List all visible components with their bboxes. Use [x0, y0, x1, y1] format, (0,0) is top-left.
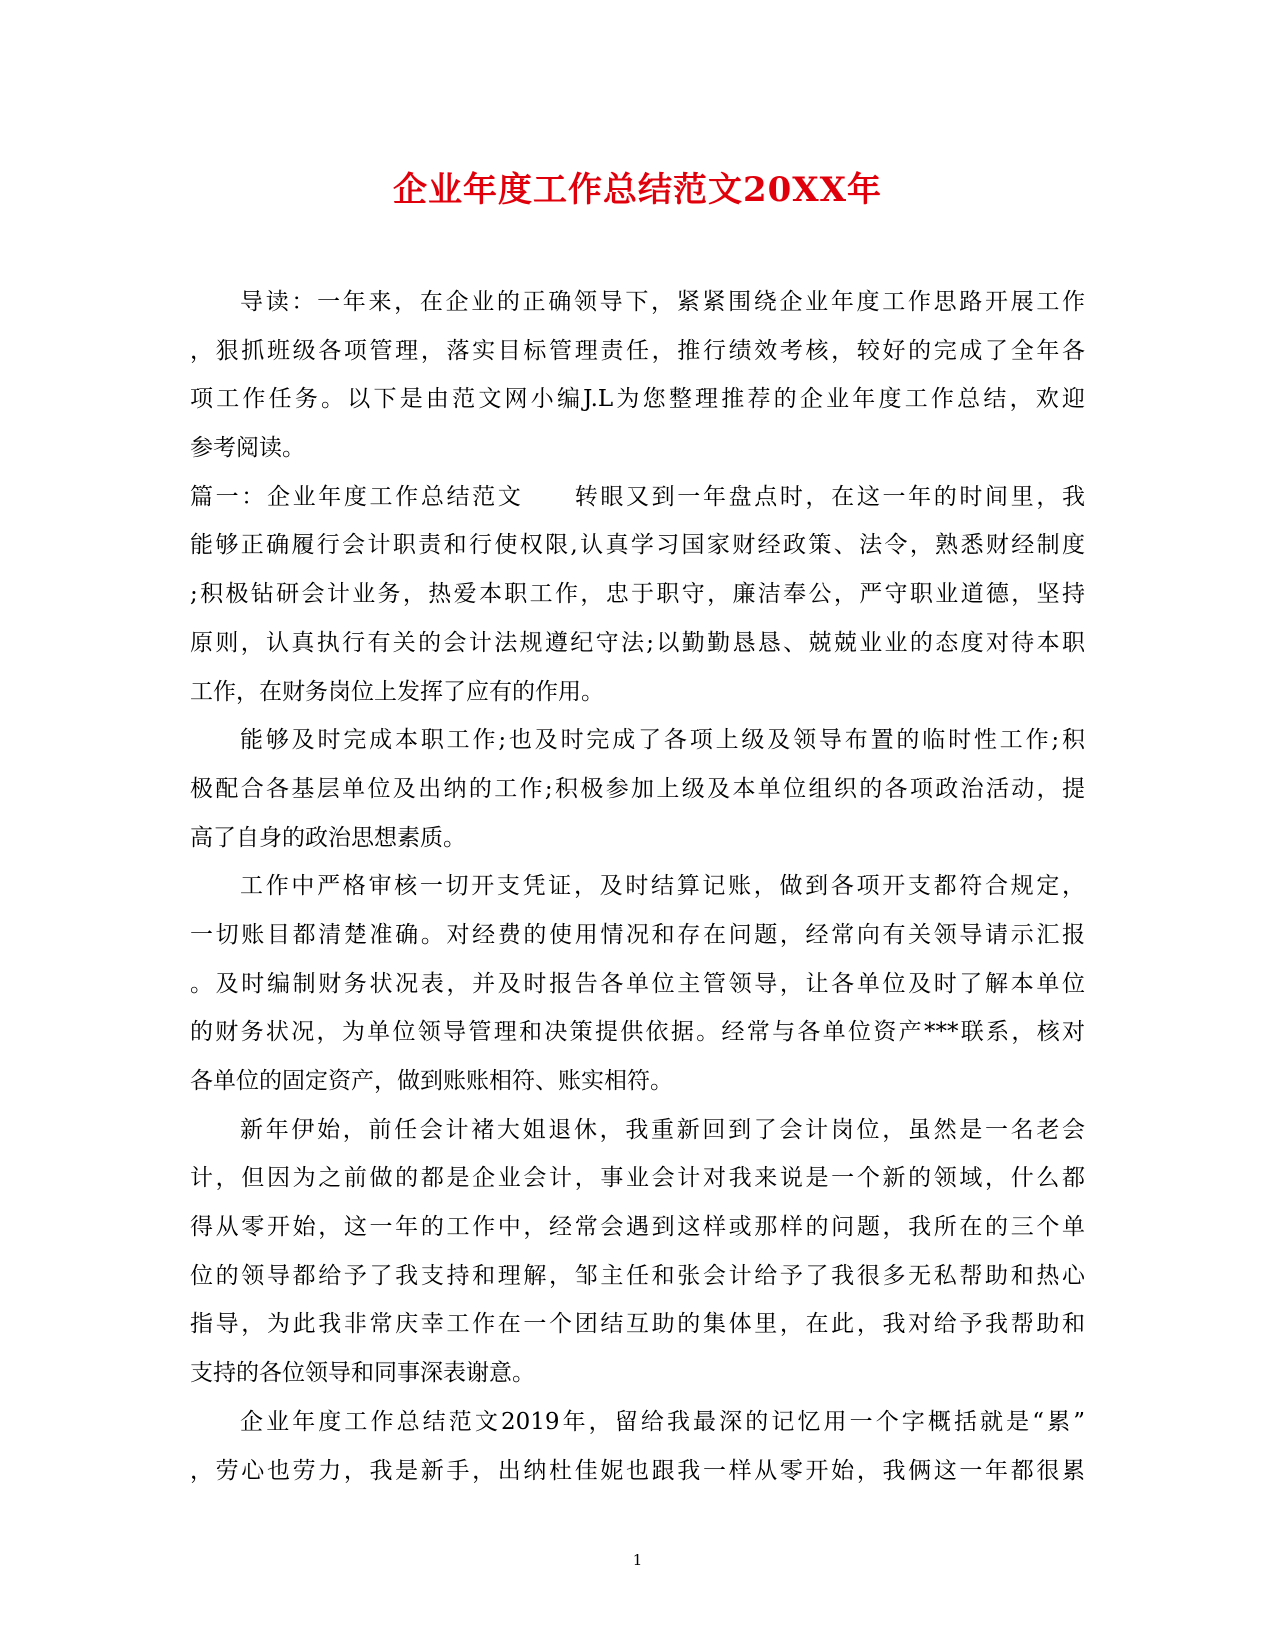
document-body — [190, 278, 1085, 1495]
text-line: 的财务状况，为单位领导管理和决策提供依据。经常与各单位资产***联系，核对 — [190, 1019, 1085, 1046]
text-line: ，劳心也劳力，我是新手，出纳杜佳妮也跟我一样从零开始，我俩这一年都很累 — [190, 1457, 1085, 1484]
text-line: ;积极钻研会计业务，热爱本职工作，忠于职守，廉洁奉公，严守职业道德，坚持 — [190, 581, 1085, 608]
text-line: 能够正确履行会计职责和行使权限,认真学习国家财经政策、法令，熟悉财经制度 — [190, 532, 1085, 559]
text-line: 极配合各基层单位及出纳的工作;积极参加上级及本单位组织的各项政治活动，提 — [190, 775, 1085, 802]
page-number: 1 — [632, 1551, 643, 1569]
text-line: 新年伊始，前任会计褚大姐退休，我重新回到了会计岗位，虽然是一名老会 — [240, 1116, 1085, 1143]
text-line: 。及时编制财务状况表，并及时报告各单位主管领导，让各单位及时了解本单位 — [190, 970, 1085, 997]
text-line: 工作中严格审核一切开支凭证，及时结算记账，做到各项开支都符合规定， — [240, 873, 1085, 900]
text-line: 参考阅读。 — [190, 435, 305, 462]
text-line: 工作，在财务岗位上发挥了应有的作用。 — [190, 678, 604, 705]
text-line: 得从零开始，这一年的工作中，经常会遇到这样或那样的问题，我所在的三个单 — [190, 1214, 1085, 1241]
text-line: 计，但因为之前做的都是企业会计，事业会计对我来说是一个新的领域，什么都 — [190, 1165, 1085, 1192]
text-line: 指导，为此我非常庆幸工作在一个团结互助的集体里，在此，我对给予我帮助和 — [190, 1311, 1085, 1338]
text-line: 高了自身的政治思想素质。 — [190, 824, 466, 851]
text-line: 能够及时完成本职工作;也及时完成了各项上级及领导布置的临时性工作;积 — [240, 727, 1085, 754]
text-line: 一切账目都清楚准确。对经费的使用情况和存在问题，经常向有关领导请示汇报 — [190, 921, 1085, 948]
text-line: 企业年度工作总结范文2019年，留给我最深的记忆用一个字概括就是“累” — [240, 1408, 1085, 1435]
text-line: 项工作任务。以下是由范文网小编J.L为您整理推荐的企业年度工作总结，欢迎 — [190, 386, 1085, 413]
text-line: 位的领导都给予了我支持和理解，邹主任和张会计给予了我很多无私帮助和热心 — [190, 1262, 1085, 1289]
text-line: 导读：一年来，在企业的正确领导下，紧紧围绕企业年度工作思路开展工作 — [240, 289, 1085, 315]
text-line: ，狠抓班级各项管理，落实目标管理责任，推行绩效考核，较好的完成了全年各 — [190, 337, 1085, 364]
text-line: 各单位的固定资产，做到账账相符、账实相符。 — [190, 1068, 673, 1094]
document-title: 企业年度工作总结范文20XX年 — [392, 170, 883, 210]
text-line: 篇一：企业年度工作总结范文 转眼又到一年盘点时，在这一年的时间里，我 — [190, 483, 1085, 510]
text-line: 原则，认真执行有关的会计法规遵纪守法;以勤勤恳恳、兢兢业业的态度对待本职 — [190, 629, 1085, 656]
text-line: 支持的各位领导和同事深表谢意。 — [190, 1360, 535, 1387]
